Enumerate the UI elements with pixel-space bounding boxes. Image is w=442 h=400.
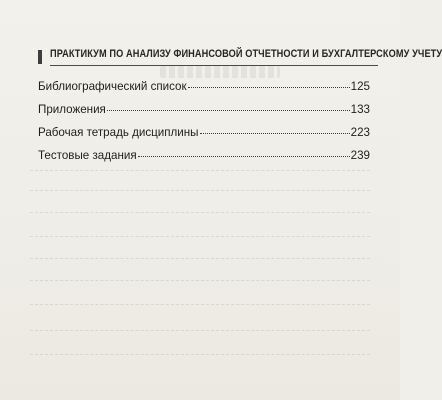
table-of-contents <box>38 80 370 172</box>
toc-entry-label: Тестовые задания <box>38 149 137 162</box>
header-accent-bar <box>38 50 42 64</box>
toc-leader-dots <box>200 133 350 134</box>
toc-leader-dots <box>138 156 350 157</box>
show-through-line <box>30 212 370 213</box>
show-through-line <box>30 280 370 281</box>
toc-entry <box>38 103 370 126</box>
toc-entry-label: Приложения <box>38 103 106 116</box>
toc-entry <box>38 80 370 103</box>
toc-entry-page: 133 <box>350 103 370 116</box>
toc-entry-page: 125 <box>350 80 370 93</box>
toc-entry <box>38 149 370 172</box>
show-through-line <box>30 304 370 305</box>
show-through-line <box>30 330 370 331</box>
show-through-line <box>30 190 370 191</box>
toc-leader-dots <box>107 110 350 111</box>
show-through-line <box>30 236 370 237</box>
toc-entry-page: 239 <box>350 149 370 162</box>
show-through-line <box>30 258 370 259</box>
show-through-line <box>30 354 370 355</box>
toc-entry-label: Библиографический список <box>38 80 187 93</box>
toc-entry <box>38 126 370 149</box>
toc-leader-dots <box>188 87 350 88</box>
toc-entry-page: 223 <box>350 126 370 139</box>
running-header-title: ПРАКТИКУМ ПО АНАЛИЗУ ФИНАНСОВОЙ ОТЧЕТНОСТИ И БУХГАЛТЕРСКОМУ УЧЕТУ <box>50 48 442 60</box>
show-through-heading <box>160 66 280 78</box>
toc-entry-label: Рабочая тетрадь дисциплины <box>38 126 199 139</box>
